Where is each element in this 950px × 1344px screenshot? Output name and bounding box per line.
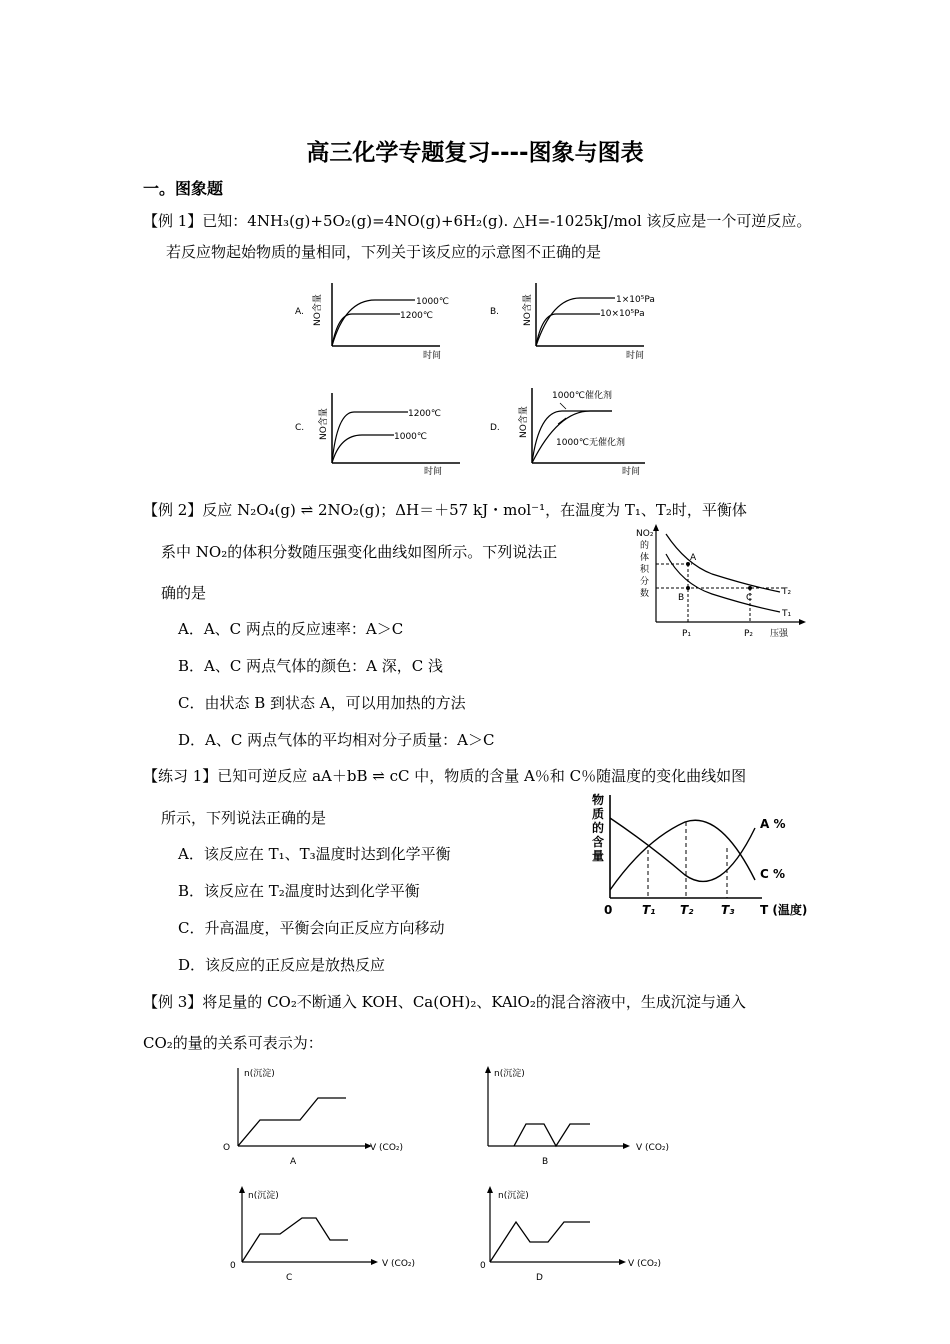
ylabel-line: 含 — [592, 835, 605, 849]
ex1-line1: 【例 1】已知：4NH₃(g)+5O₂(g)=4NO(g)+6H₂(g). △H=-1025kJ/mol 该反应是一个可逆反应。 — [143, 212, 812, 230]
point-label: C — [746, 593, 753, 603]
ylabel-line: 数 — [640, 589, 650, 599]
ex2-option-a: A．A、C 两点的反应速率：A＞C — [178, 620, 404, 638]
ex3-line1: 【例 3】将足量的 CO₂不断通入 KOH、Ca(OH)₂、KAlO₂的混合溶液中，生成沉淀与通入 — [143, 993, 746, 1011]
curve-label-2: 10×10⁵Pa — [600, 309, 645, 319]
xtick: T₂ — [680, 903, 694, 917]
ylabel-line: 量 — [592, 849, 605, 863]
graph-letter: B. — [490, 307, 500, 317]
ex2-line2: 系中 NO₂的体积分数随压强变化曲线如图所示。下列说法正 — [161, 543, 558, 561]
xtick: P₂ — [744, 629, 754, 639]
curve-t2 — [666, 534, 780, 592]
curve-label-2: 1200℃ — [400, 311, 434, 321]
pr1-option-b: B．该反应在 T₂温度时达到化学平衡 — [178, 882, 420, 900]
ex2-line3: 确的是 — [161, 584, 207, 602]
graph-letter: C — [286, 1273, 293, 1283]
graph-letter: D. — [490, 423, 500, 433]
ex2-option-b: B．A、C 两点气体的颜色：A 深，C 浅 — [178, 657, 443, 675]
ylabel-line: 的 — [640, 541, 650, 551]
graph-xlabel: 时间 — [626, 351, 645, 361]
ex3-graph-b — [485, 1066, 669, 1167]
curve-c — [610, 820, 755, 890]
graph-ylabel: NO含量 — [319, 408, 329, 440]
curve-label-c: C % — [760, 867, 786, 881]
ex2-option-c: C．由状态 B 到状态 A，可以用加热的方法 — [178, 694, 466, 712]
graph-xlabel: 时间 — [424, 467, 443, 477]
curve-label-1: 1000℃ — [416, 297, 450, 307]
ylabel-line: 积 — [640, 565, 650, 575]
graph-letter: D — [536, 1273, 543, 1283]
xtick: T₃ — [721, 903, 735, 917]
plot-line — [238, 1098, 346, 1146]
origin: 0 — [230, 1261, 236, 1271]
plot-line — [490, 1222, 590, 1262]
point-label: A — [690, 553, 697, 563]
pr1-line1: 【练习 1】已知可逆反应 aA＋bB ⇌ cC 中，物质的含量 A％和 C％随温度的变化曲线如图 — [143, 767, 747, 785]
ylabel-line: NO₂ — [636, 529, 654, 539]
graph-letter: A — [290, 1157, 297, 1167]
ylabel-line: 的 — [592, 821, 605, 835]
ex1-line2: 若反应物起始物质的量相同，下列关于该反应的示意图不正确的是 — [166, 243, 602, 261]
pr1-line2: 所示，下列说法正确的是 — [161, 809, 327, 827]
graph-letter: B — [542, 1157, 549, 1167]
graph-ylabel: NO含量 — [519, 406, 529, 438]
ex1-graph-c — [295, 393, 460, 477]
curve-1 — [532, 411, 612, 463]
pr1-option-c: C．升高温度，平衡会向正反应方向移动 — [178, 919, 445, 937]
xtick: P₁ — [682, 629, 692, 639]
ylabel-line: 质 — [592, 807, 605, 821]
curve-label-1: 1×10⁵Pa — [616, 295, 655, 305]
graph-xlabel: V (CO₂) — [382, 1259, 416, 1269]
ex3-line2: CO₂的量的关系可表示为： — [143, 1034, 323, 1052]
graph-ylabel: n(沉淀) — [248, 1191, 279, 1201]
curve-a — [610, 818, 755, 881]
plot-line — [242, 1218, 348, 1262]
graph-letter: A. — [295, 307, 304, 317]
pr1-option-d: D．该反应的正反应是放热反应 — [178, 956, 386, 974]
graph-xlabel: 时间 — [622, 467, 641, 477]
curve-2 — [332, 314, 400, 346]
curve-1 — [536, 298, 615, 346]
curve-label-2: 1000℃ — [394, 432, 428, 442]
curve-label-2: 1000℃无催化剂 — [556, 438, 626, 448]
ex1-graph-b — [490, 283, 655, 361]
ylabel-line: 分 — [640, 577, 650, 587]
ex3-graphs — [218, 1062, 718, 1286]
xlabel: T (温度) — [760, 903, 808, 917]
ex3-graph-a — [223, 1067, 403, 1167]
origin: 0 — [480, 1261, 486, 1271]
ex3-graph-d — [480, 1186, 661, 1283]
pr1-option-a: A．该反应在 T₁、T₃温度时达到化学平衡 — [178, 845, 451, 863]
graph-xlabel: V (CO₂) — [636, 1143, 670, 1153]
graph-ylabel: n(沉淀) — [498, 1191, 529, 1201]
ylabel-line: 体 — [640, 553, 650, 563]
xlabel: 压强 — [770, 629, 789, 639]
curve-2 — [332, 435, 394, 463]
ex2-option-d: D．A、C 两点气体的平均相对分子质量：A＞C — [178, 731, 495, 749]
curve-label-a: A % — [760, 817, 786, 831]
ex2-graph — [632, 524, 812, 646]
graph-xlabel: 时间 — [423, 351, 442, 361]
point-label: B — [678, 593, 685, 603]
curve-label-1: 1200℃ — [408, 409, 442, 419]
curve-label-1: 1000℃催化剂 — [552, 391, 613, 401]
origin: O — [223, 1143, 231, 1153]
ex3-graph-c — [230, 1186, 415, 1283]
curve-t1 — [666, 554, 780, 612]
graph-xlabel: V (CO₂) — [628, 1259, 662, 1269]
ylabel-line: 物 — [592, 793, 605, 807]
curve-2 — [536, 314, 600, 346]
curve-label-t2: T₂ — [782, 587, 792, 597]
xtick: T₁ — [642, 903, 656, 917]
section-heading: 一。图象题 — [143, 179, 224, 198]
graph-letter: C. — [295, 423, 305, 433]
origin: 0 — [604, 903, 613, 917]
curve-label-t1: T₁ — [782, 609, 792, 619]
pr1-graph — [590, 790, 822, 920]
plot-line — [514, 1124, 590, 1146]
curve-2 — [532, 411, 612, 463]
ex1-graphs — [290, 278, 670, 478]
ex1-graph-d — [490, 388, 645, 477]
page-title: 高三化学专题复习----图象与图表 — [306, 140, 644, 166]
curve-1 — [332, 300, 415, 346]
graph-ylabel: NO含量 — [523, 294, 533, 326]
ex1-graph-a — [295, 283, 449, 361]
graph-ylabel: n(沉淀) — [494, 1069, 525, 1079]
ex2-line1: 【例 2】反应 N₂O₄(g) ⇌ 2NO₂(g)；ΔH＝＋57 kJ・mol⁻¹，在温度为 T₁、T₂时，平衡体 — [143, 501, 747, 519]
graph-xlabel: V (CO₂) — [370, 1143, 404, 1153]
graph-ylabel: NO含量 — [313, 294, 323, 326]
graph-ylabel: n(沉淀) — [244, 1069, 275, 1079]
